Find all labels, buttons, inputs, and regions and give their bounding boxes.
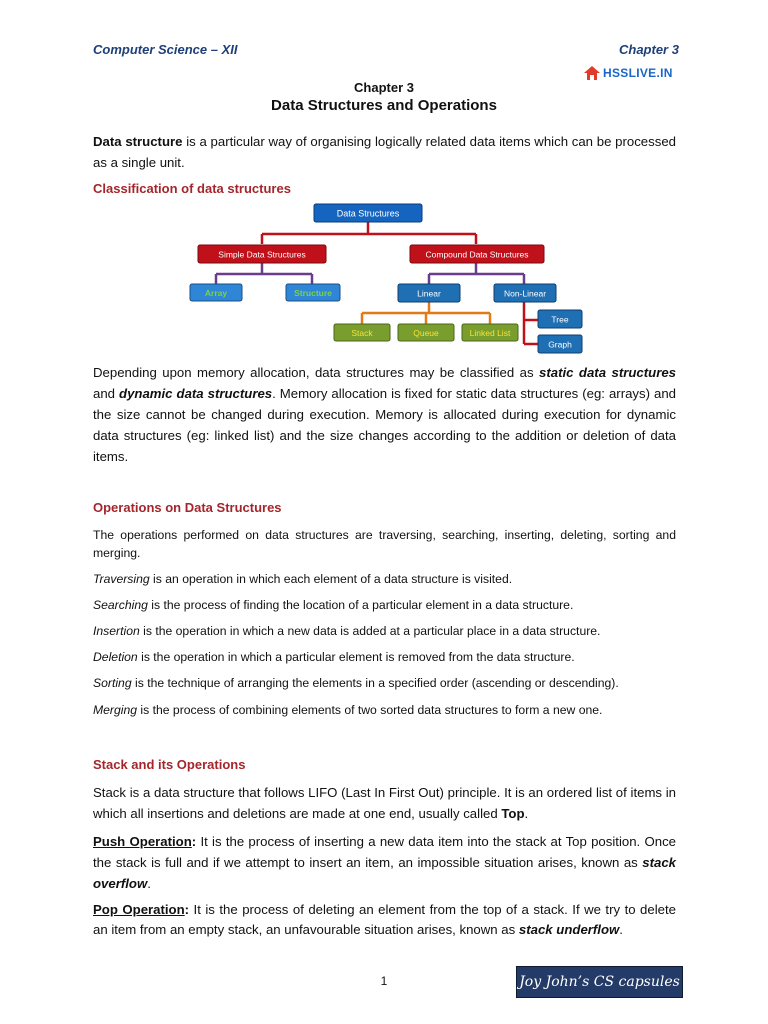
operation-text: is an operation in which each element of a data structure is visited. — [149, 572, 513, 586]
operation-item — [93, 676, 676, 690]
operation-item — [93, 703, 676, 717]
svg-text:Data Structures: Data Structures — [336, 208, 400, 219]
connector-linear — [362, 302, 490, 324]
node-root — [314, 204, 422, 222]
operation-term: Searching — [93, 598, 148, 612]
svg-text:Compound Data Structures: Compound Data Structures — [425, 249, 529, 260]
svg-text:Linked List: Linked List — [469, 328, 511, 338]
node-stack — [334, 324, 390, 341]
node-queue — [398, 324, 454, 341]
pop-label: Pop Operation — [93, 902, 185, 917]
push-text: It is the process of inserting a new data item into the stack at Top position. Once the stack is full and if we attempt to insert an item, an impossible situation arises, known as — [93, 834, 676, 870]
capsule-badge: Joy John’s CS capsules — [516, 966, 683, 998]
logo-text: HSSLIVE.IN — [603, 66, 673, 80]
operation-term: Traversing — [93, 572, 150, 586]
node-array — [190, 284, 242, 301]
stack-text: Stack is a data structure that follows LIFO (Last In First Out) principle. It is an ordered list of items in which all insertions and deletions are made at one end, usually called — [93, 785, 676, 821]
svg-text:Linear: Linear — [417, 288, 441, 299]
stack-paragraph — [93, 782, 676, 824]
svg-text:Stack: Stack — [351, 328, 373, 338]
svg-text:Simple Data Structures: Simple Data Structures — [218, 249, 306, 260]
punct: . — [147, 876, 151, 891]
dynamic-term: dynamic data structures — [119, 386, 273, 401]
operation-item — [93, 650, 676, 664]
house-logo-icon — [584, 66, 600, 80]
operation-item — [93, 572, 676, 586]
push-paragraph — [93, 831, 676, 894]
memory-text-3: . Memory allocation is fixed for static data structures (eg: arrays) and the size cannot be changed during execution. Memory is allocated during execution for dynamic data structures (eg: linked list) and the size changes according to the addition or deletion of data items. — [93, 386, 677, 464]
svg-text:Array: Array — [204, 288, 228, 298]
node-compound — [410, 245, 544, 263]
node-linkedlist — [462, 324, 518, 341]
classification-diagram — [180, 198, 600, 358]
operation-term: Insertion — [93, 624, 140, 638]
page-title: Data Structures and Operations — [271, 97, 497, 114]
underflow-term: stack underflow — [518, 922, 620, 937]
connector-root — [262, 222, 476, 244]
memory-text-1: Depending upon memory allocation, data structures may be classified as — [93, 365, 540, 380]
intro-term: Data structure — [93, 134, 183, 149]
site-logo[interactable] — [584, 66, 673, 80]
operations-heading: Operations on Data Structures — [93, 500, 282, 515]
page-number: 1 — [380, 974, 388, 988]
intro-text: is a particular way of organising logically related data items which can be processed as a single unit. — [93, 134, 676, 170]
node-linear — [398, 284, 460, 302]
chapter-label: Chapter 3 — [354, 80, 414, 95]
static-term: static data structures — [539, 365, 676, 380]
svg-text:Tree: Tree — [551, 314, 569, 325]
classification-heading: Classification of data structures — [93, 181, 291, 196]
operation-term: Deletion — [93, 650, 138, 664]
svg-text:Queue: Queue — [413, 328, 439, 338]
push-colon: : — [191, 834, 197, 849]
connector-nonlinear — [524, 302, 538, 344]
push-label: Push Operation — [93, 834, 192, 849]
operation-term: Sorting — [93, 676, 132, 690]
operation-text: is the process of finding the location of a particular element in a data structure. — [147, 598, 574, 612]
overflow-term: stack overflow — [93, 855, 676, 891]
punct: . — [524, 806, 529, 821]
stack-heading: Stack and its Operations — [93, 757, 246, 772]
operation-text: is the technique of arranging the elements in a specified order (ascending or descending). — [131, 676, 619, 690]
operation-item — [93, 598, 676, 612]
top-term: Top — [501, 806, 525, 821]
pop-paragraph — [93, 900, 676, 940]
punct: . — [619, 922, 623, 937]
operation-term: Merging — [93, 703, 138, 717]
svg-text:Graph: Graph — [548, 339, 572, 350]
connector-simple — [216, 263, 312, 284]
node-nonlinear — [494, 284, 556, 302]
header-subject: Computer Science – XII — [93, 42, 238, 57]
operations-intro: The operations performed on data structures are traversing, searching, inserting, deleting, sorting and merging. — [93, 528, 676, 560]
memory-text-2: and — [93, 386, 120, 401]
pop-colon: : — [184, 902, 190, 917]
intro-paragraph — [93, 131, 676, 173]
svg-text:Structure: Structure — [294, 288, 332, 298]
pop-text: It is the process of deleting an element from the top of a stack. If we try to delete an item from an empty stack, an unfavourable situation arises, known as — [93, 902, 676, 937]
node-tree — [538, 310, 582, 328]
svg-text:Non-Linear: Non-Linear — [503, 288, 547, 299]
operation-item — [93, 624, 676, 638]
header-chapter: Chapter 3 — [619, 42, 679, 57]
node-structure — [286, 284, 340, 301]
node-graph — [538, 335, 582, 353]
operation-text: is the operation in which a particular element is removed from the data structure. — [137, 650, 575, 664]
memory-paragraph — [93, 362, 676, 467]
node-simple — [198, 245, 326, 263]
operation-text: is the process of combining elements of two sorted data structures to form a new one. — [137, 703, 603, 717]
operation-text: is the operation in which a new data is added at a particular place in a data structure. — [139, 624, 601, 638]
connector-compound — [429, 263, 524, 284]
